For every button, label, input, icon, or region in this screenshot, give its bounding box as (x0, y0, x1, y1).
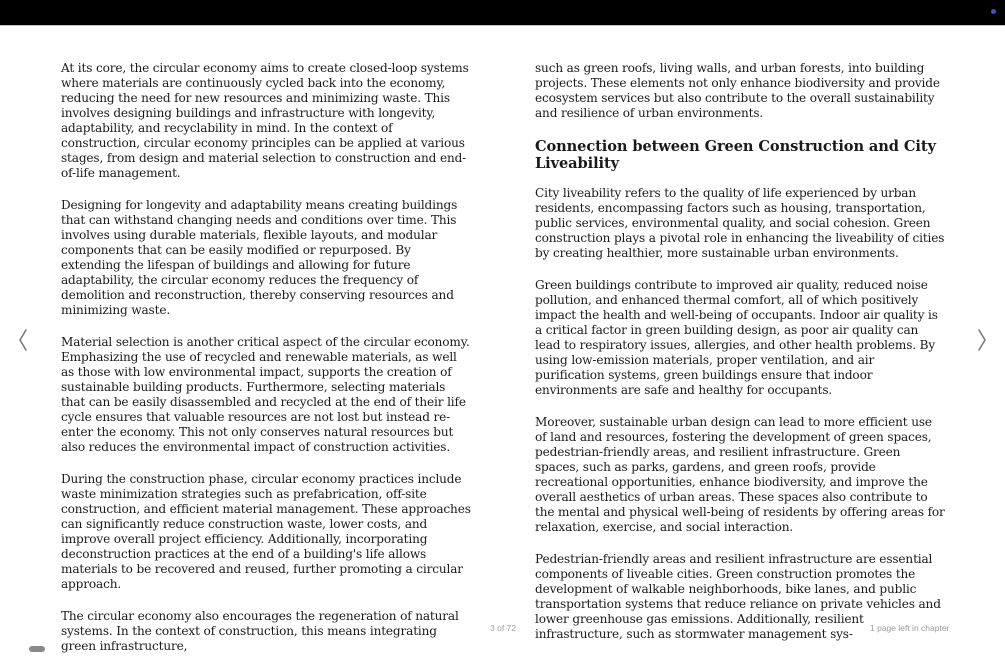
chevron-right-icon (977, 329, 987, 351)
left-page (61, 61, 471, 671)
paragraph: City liveability refers to the quality of life experienced by urban residents, encompassing factors such as housing, transportation, public services, environmental quality, and social cohesion. Green construction plays a pivotal role in enhancing the liveability of cities by creating healthier, more sustainable urban environments. (535, 186, 945, 260)
chapter-remaining-label: 1 page left in chapter (870, 623, 950, 633)
previous-page-button[interactable] (13, 325, 33, 355)
paragraph: Designing for longevity and adaptability means creating buildings that can withstand changing needs and conditions over time. This involves using durable materials, flexible layouts, and modular components that can be easily modified or repurposed. By extending the lifespan of buildings and allowing for future adaptability, the circular economy reduces the frequency of demolition and reconstruction, thereby conserving resources and minimizing waste. (61, 198, 458, 317)
paragraph: Pedestrian-friendly areas and resilient infrastructure are essential components of liveable cities. Green construction promotes the development of walkable neighborhoods, bike lanes, and public transportation systems that reduce reliance on private vehicles and lower greenhouse gas emissions. Additionally, resilient infrastructure, such as stormwater management sys- (535, 552, 941, 641)
window-top-bar (0, 0, 1005, 26)
next-page-button[interactable] (972, 325, 992, 355)
paragraph: such as green roofs, living walls, and urban forests, into building projects. These elements not only enhance biodiversity and provide ecosystem services but also contribute to the overall sustainability and resilience of urban environments. (535, 61, 940, 120)
paragraph: Moreover, sustainable urban design can lead to more efficient use of land and resources, fostering the development of green spaces, pedestrian-friendly areas, and resilient infrastructure. Green spaces, such as parks, gardens, and green roofs, provide recreational opportunities, enhance biodiversity, and improve the overall aesthetics of urban areas. These spaces also contribute to the mental and physical well-being of residents by offering areas for relaxation, exercise, and social interaction. (535, 415, 945, 534)
section-heading: Connection between Green Construction and City Liveability (535, 138, 936, 172)
paragraph: The circular economy also encourages the regeneration of natural systems. In the context of construction, this means integrating green infrastructure, (61, 609, 459, 653)
paragraph: During the construction phase, circular economy practices include waste minimization strategies such as prefabrication, off-site construction, and efficient material management. These approaches can significantly reduce construction waste, lower costs, and improve overall project efficiency. Additionally, incorporating deconstruction practices at the end of a building's life allows materials to be recovered and reused, further promoting a circular approach. (61, 472, 471, 591)
paragraph: Material selection is another critical aspect of the circular economy. Emphasizing the use of recycled and renewable materials, as well as those with low environmental impact, supports the creation of sustainable building products. Furthermore, selecting materials that can be easily disassembled and recycled at the end of their life cycle ensures that valuable resources are not lost but instead re-enter the economy. This not only conserves natural resources but also reduces the environmental impact of construction activities. (61, 335, 470, 454)
right-page (535, 61, 945, 659)
page-indicator: 3 of 72 (490, 623, 516, 633)
page-scrubber-handle[interactable] (29, 646, 45, 652)
status-indicator-dot (991, 9, 996, 14)
paragraph: Green buildings contribute to improved air quality, reduced noise pollution, and enhanced thermal comfort, all of which positively impact the health and well-being of occupants. Indoor air quality is a critical factor in green building design, as poor air quality can lead to respiratory issues, allergies, and other health problems. By using low-emission materials, proper ventilation, and air purification systems, green buildings ensure that indoor environments are safe and healthy for occupants. (535, 278, 938, 397)
chevron-left-icon (18, 329, 28, 351)
paragraph: At its core, the circular economy aims to create closed-loop systems where materials are continuously cycled back into the economy, reducing the need for new resources and minimizing waste. This involves designing buildings and infrastructure with longevity, adaptability, and recyclability in mind. In the context of construction, circular economy principles can be applied at various stages, from design and material selection to construction and end-of-life management. (61, 61, 469, 180)
